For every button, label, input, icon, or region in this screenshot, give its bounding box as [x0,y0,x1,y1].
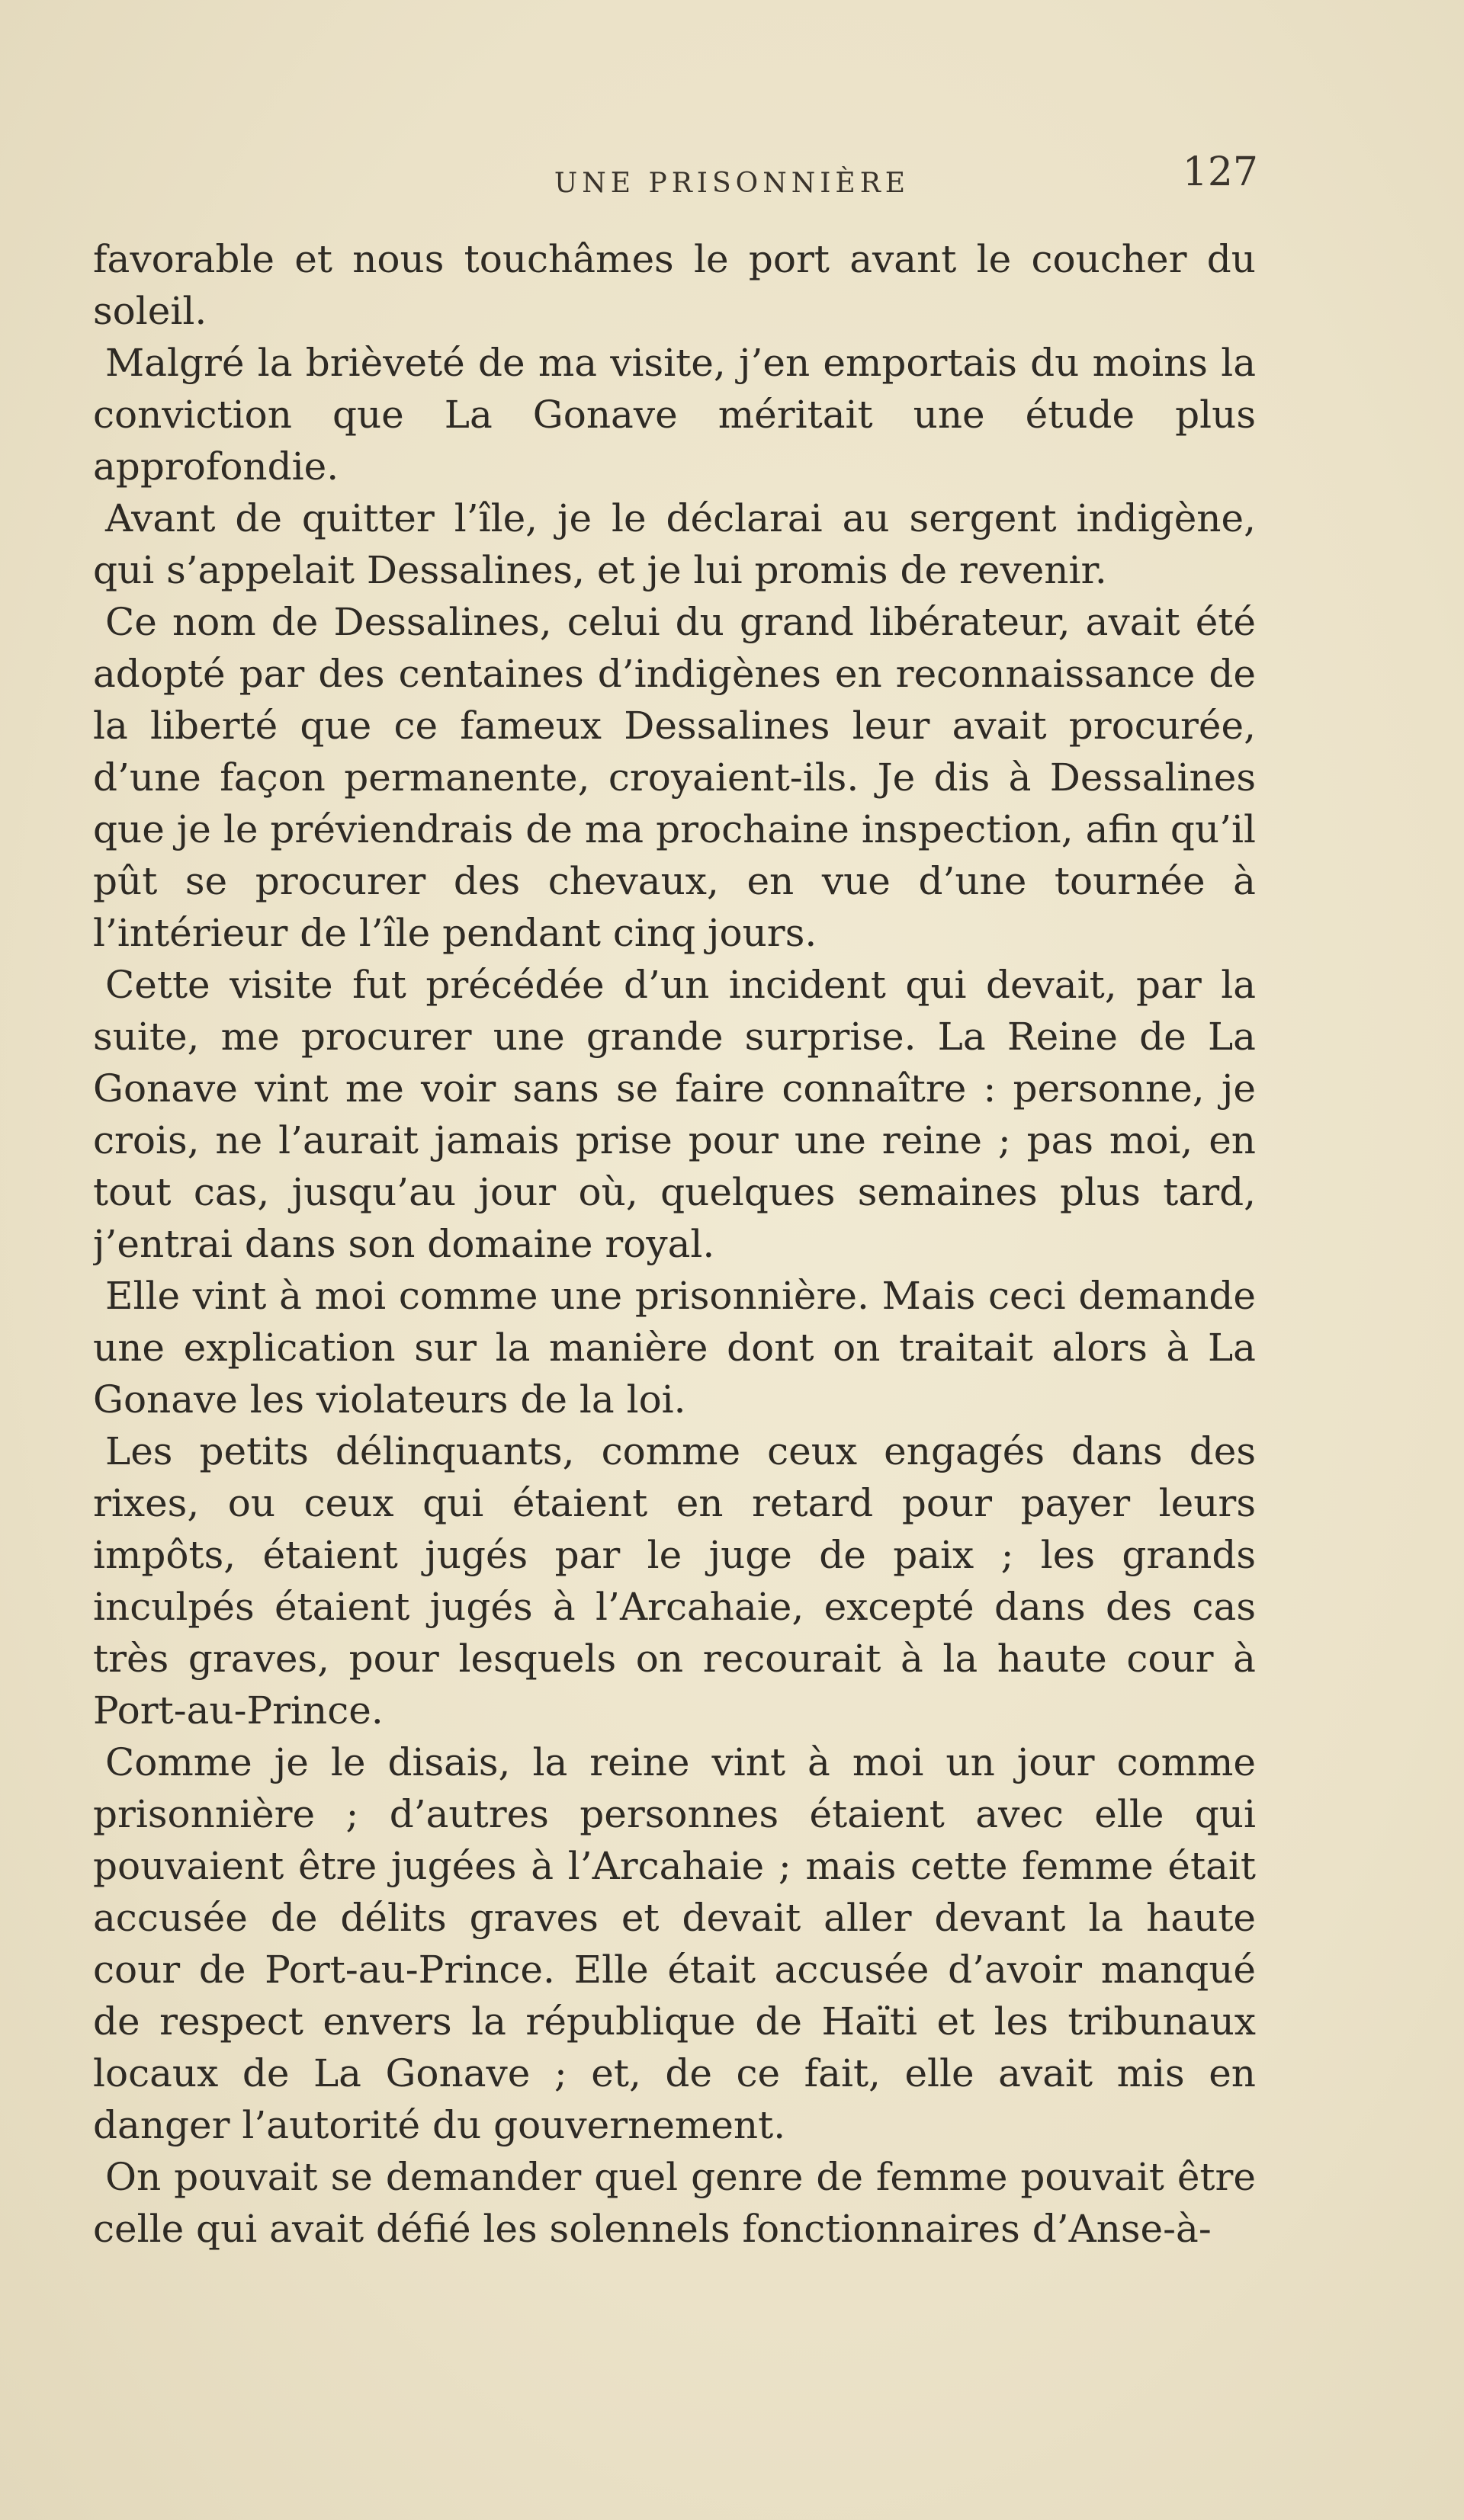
paragraph-4: Ce nom de Dessalines, celui du grand libérateur, avait été adopté par des centaines d’indigènes en reconnaissance de la liberté que ce fameux Dessalines leur avait procurée, d’une façon permanente, croyaient-ils. Je dis à Dessalines que je le préviendrais de ma prochaine inspection, afin qu’il pût se procurer des chevaux, en vue d’une tournée à l’intérieur de l’île pendant cinq jours. [93,600,1256,955]
paragraph-7: Les petits délinquants, comme ceux engagés dans des rixes, ou ceux qui étaient en retard pour payer leurs impôts, étaient jugés par le juge de paix ; les grands inculpés étaient jugés à l’Arcahaie, excepté dans des cas très graves, pour lesquels on recourait à la haute cour à Port-au-Prince. [93,1429,1256,1733]
paragraph-9: On pouvait se demander quel genre de femme pouvait être celle qui avait défié les solennels fonctionnaires d’Anse-à- [93,2155,1256,2251]
paragraph-3: Avant de quitter l’île, je le déclarai au sergent indigène, qui s’appelait Dessalines, et je lui promis de revenir. [93,496,1256,592]
page-header [0,149,1464,218]
paragraph-1: favorable et nous touchâmes le port avant le coucher du soleil. [93,237,1256,333]
paragraph-2: Malgré la brièveté de ma visite, j’en emportais du moins la conviction que La Gonave méritait une étude plus approfondie. [93,341,1256,489]
paragraph-6: Elle vint à moi comme une prisonnière. Mais ceci demande une explication sur la manière dont on traitait alors à La Gonave les violateurs de la loi. [93,1274,1256,1422]
running-title: UNE PRISONNIÈRE [554,168,910,199]
paragraph-8: Comme je le disais, la reine vint à moi un jour comme prisonnière ; d’autres personnes étaient avec elle qui pouvaient être jugées à l’Arcahaie ; mais cette femme était accusée de délits graves et devait aller devant la haute cour de Port-au-Prince. Elle était accusée d’avoir manqué de respect envers la république de Haïti et les tribunaux locaux de La Gonave ; et, de ce fait, elle avait mis en danger l’autorité du gouvernement. [93,1740,1256,2147]
page-number: 127 [1182,149,1258,195]
body-text [93,233,1256,2429]
paragraph-5: Cette visite fut précédée d’un incident qui devait, par la suite, me procurer une grande surprise. La Reine de La Gonave vint me voir sans se faire connaître : personne, je crois, ne l’aurait jamais prise pour une reine ; pas moi, en tout cas, jusqu’au jour où, quelques semaines plus tard, j’entrai dans son domaine royal. [93,963,1256,1266]
